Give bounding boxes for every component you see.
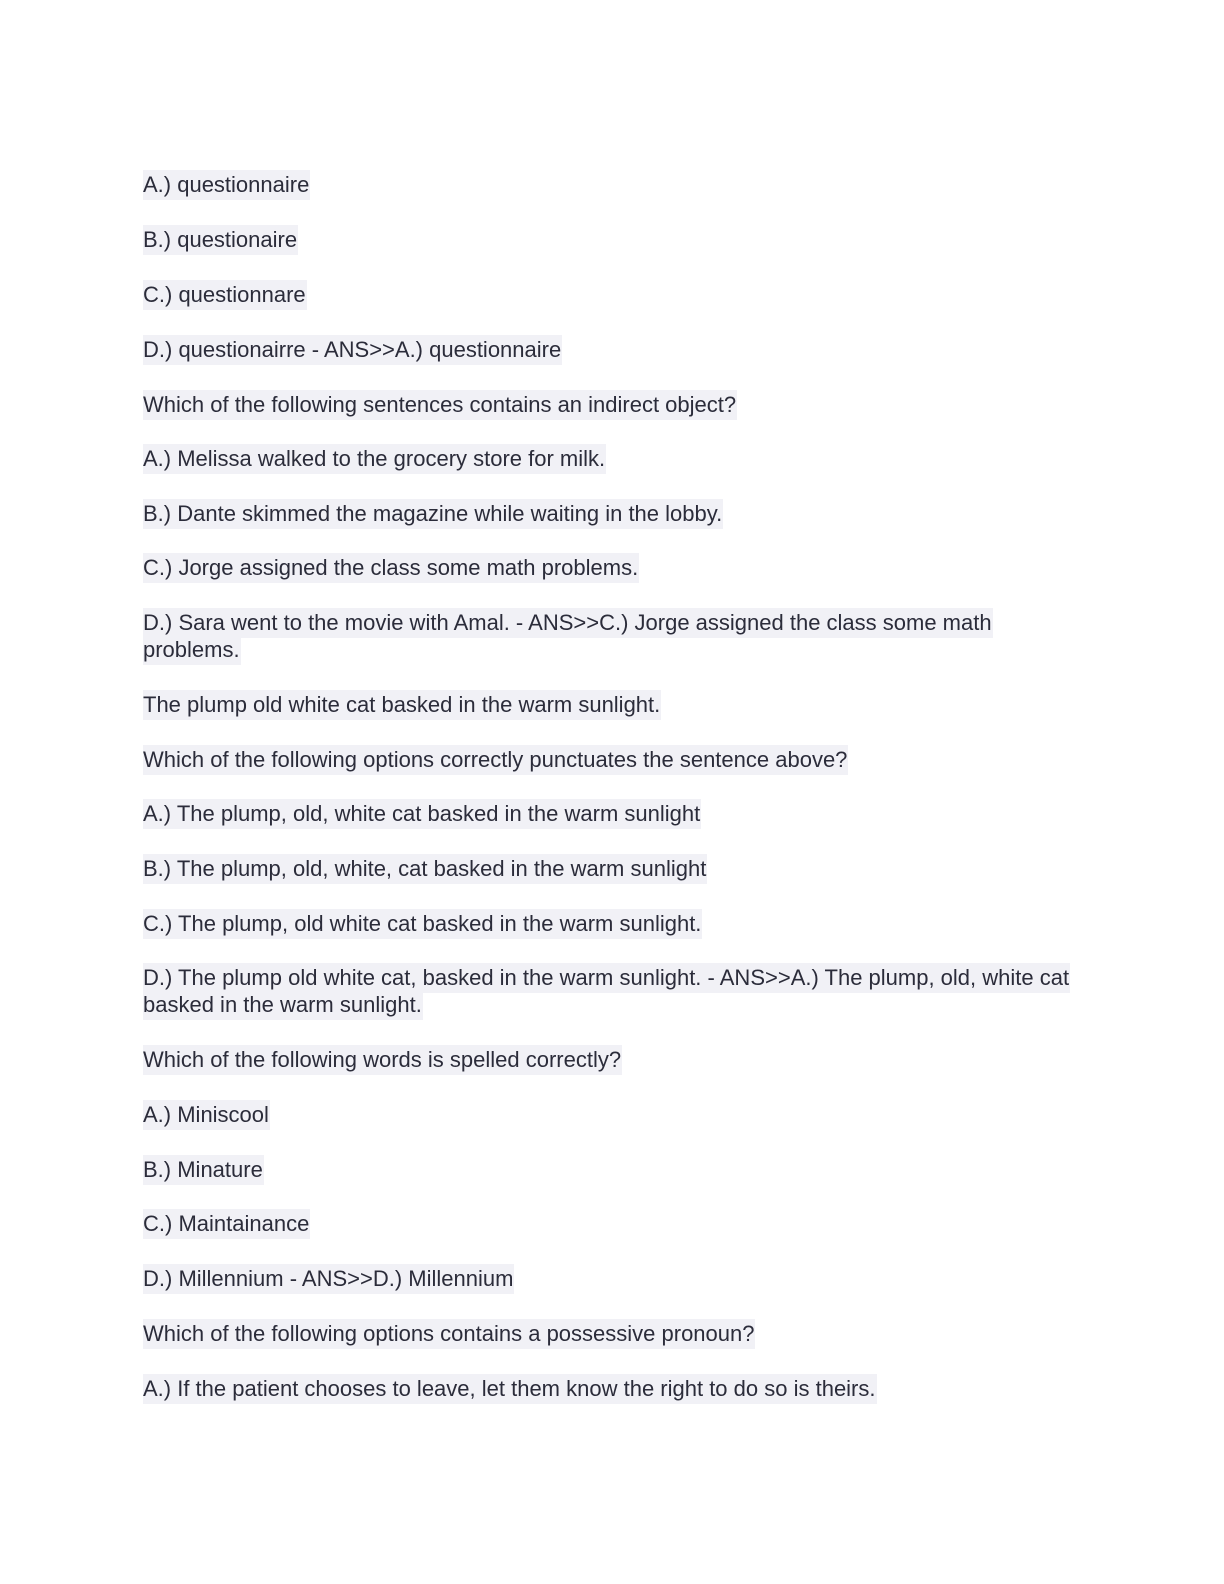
answer-option [143, 1210, 310, 1237]
answer-option [143, 445, 606, 472]
question-text [143, 391, 737, 418]
answer-option [143, 910, 702, 937]
option-text: B.) questionaire [143, 225, 298, 255]
option-text: C.) Jorge assigned the class some math problems. [143, 553, 639, 583]
option-text: B.) Dante skimmed the magazine while waiting in the lobby. [143, 499, 723, 529]
question-text [143, 1046, 622, 1073]
answer-option [143, 500, 723, 527]
option-text: A.) Miniscool [143, 1100, 270, 1130]
question-text-content: Which of the following options contains a possessive pronoun? [143, 1319, 755, 1349]
prompt-sentence-text: The plump old white cat basked in the warm sunlight. [143, 690, 661, 720]
answer-option-with-key [143, 1265, 514, 1292]
answer-option [143, 800, 701, 827]
question-text [143, 746, 848, 773]
option-text: C.) questionnare [143, 280, 307, 310]
answer-option [143, 1101, 270, 1128]
option-text: C.) Maintainance [143, 1209, 310, 1239]
prompt-sentence [143, 691, 661, 718]
question-text-content: Which of the following sentences contains an indirect object? [143, 390, 737, 420]
option-text: A.) questionnaire [143, 170, 310, 200]
answer-option [143, 1375, 877, 1402]
option-text: A.) If the patient chooses to leave, let them know the right to do so is theirs. [143, 1374, 877, 1404]
option-text: C.) The plump, old white cat basked in the warm sunlight. [143, 909, 702, 939]
question-text-content: Which of the following options correctly punctuates the sentence above? [143, 745, 848, 775]
option-text: A.) The plump, old, white cat basked in the warm sunlight [143, 799, 701, 829]
option-text: D.) The plump old white cat, basked in the warm sunlight. - ANS>>A.) The plump, old, white cat basked in the warm sunlight. [143, 963, 1070, 1020]
question-text-content: Which of the following words is spelled correctly? [143, 1045, 622, 1075]
answer-option [143, 1156, 264, 1183]
answer-option [143, 281, 307, 308]
answer-option [143, 855, 707, 882]
answer-option [143, 226, 298, 253]
option-text: B.) Minature [143, 1155, 264, 1185]
answer-option-with-key [143, 609, 1073, 663]
option-text: D.) Millennium - ANS>>D.) Millennium [143, 1264, 514, 1294]
option-text: D.) questionairre - ANS>>A.) questionnaire [143, 335, 562, 365]
answer-option [143, 554, 639, 581]
answer-option [143, 171, 310, 198]
question-text [143, 1320, 755, 1347]
answer-option-with-key [143, 336, 562, 363]
option-text: A.) Melissa walked to the grocery store for milk. [143, 444, 606, 474]
option-text: B.) The plump, old, white, cat basked in the warm sunlight [143, 854, 707, 884]
option-text: D.) Sara went to the movie with Amal. - ANS>>C.) Jorge assigned the class some math problems. [143, 608, 993, 665]
answer-option-with-key [143, 964, 1073, 1018]
